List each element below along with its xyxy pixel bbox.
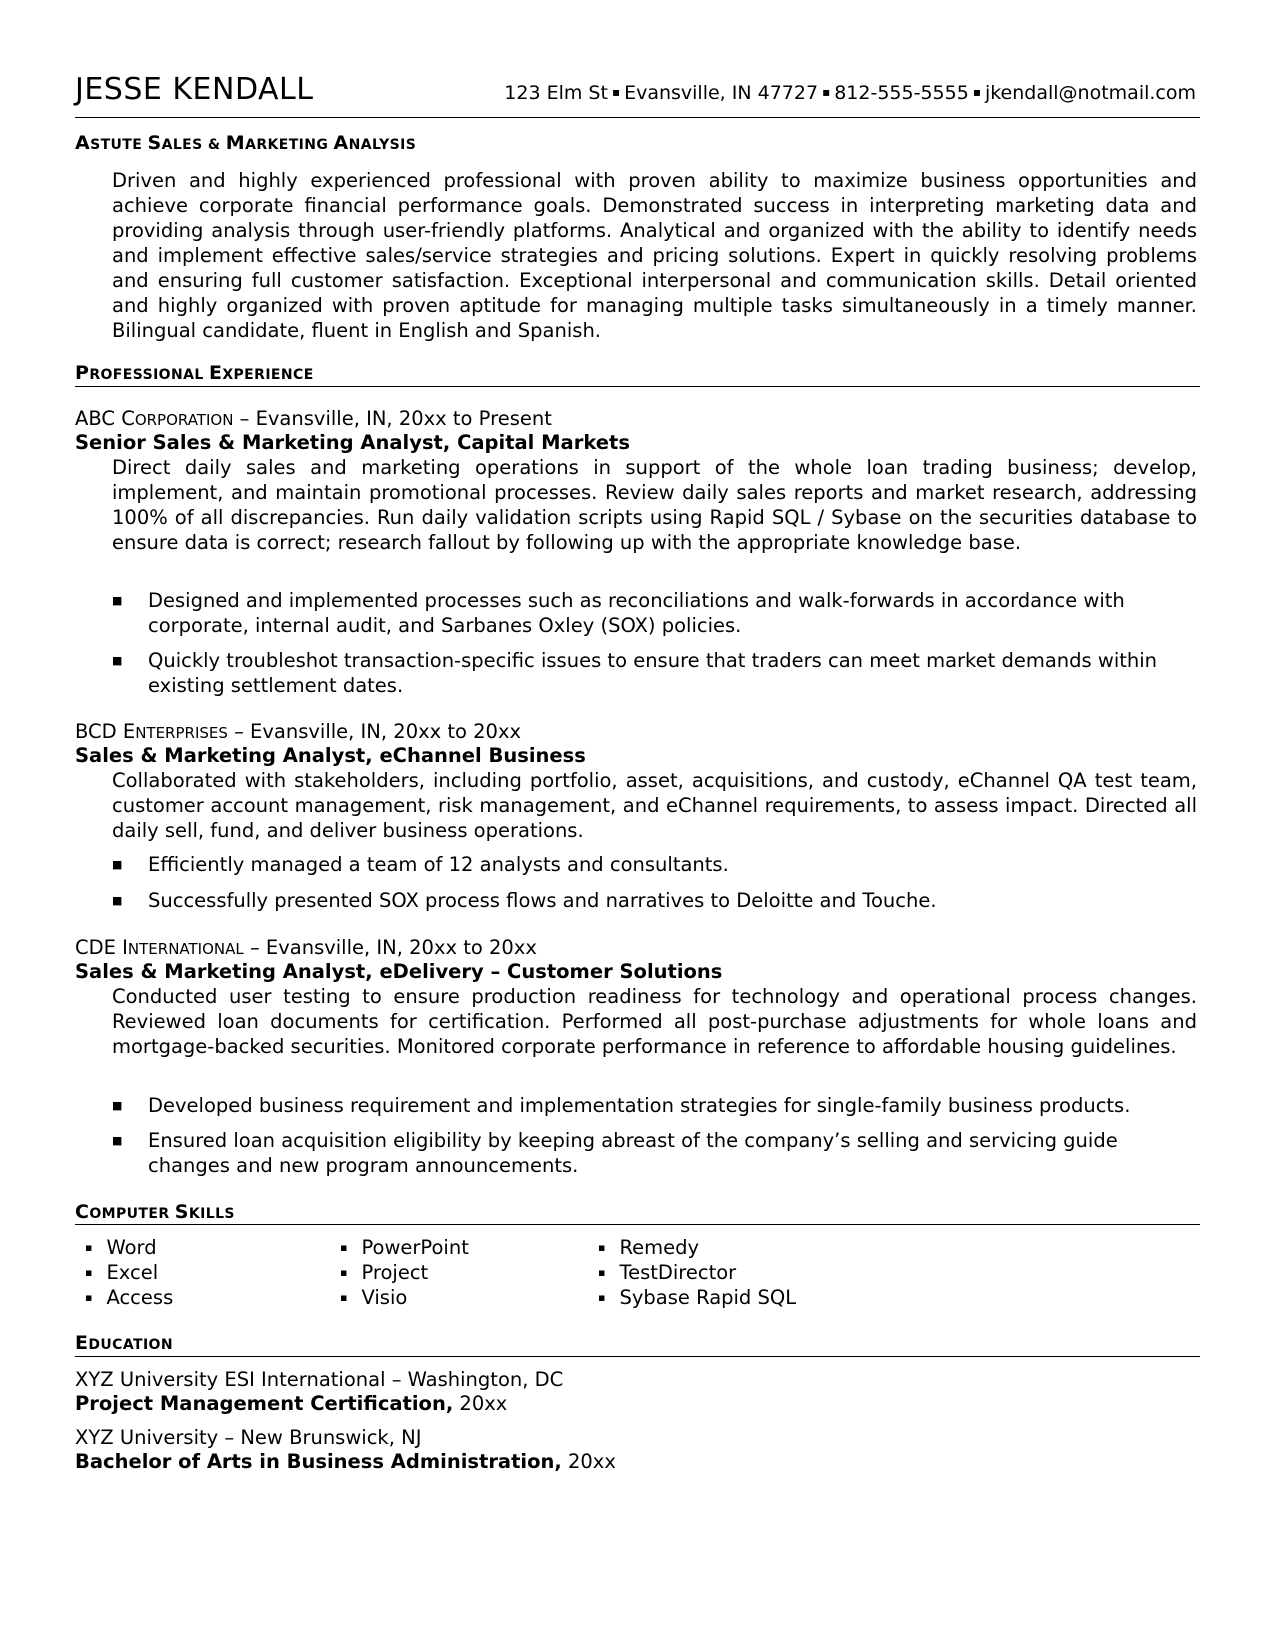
skill-item: ▪ PowerPoint bbox=[340, 1236, 469, 1259]
bullet-icon: ▪ bbox=[598, 1266, 606, 1279]
experience-title: PROFESSIONAL EXPERIENCE bbox=[75, 362, 314, 384]
skill-item: ▪ Word bbox=[85, 1236, 157, 1259]
education-school: XYZ University ESI International – Washington, DC bbox=[75, 1368, 564, 1391]
bullet-icon: ▪ bbox=[340, 1266, 348, 1279]
bullet-icon: ▪ bbox=[85, 1291, 93, 1304]
separator-icon: ▪ bbox=[611, 85, 621, 99]
bullet-icon: ■ bbox=[112, 858, 123, 871]
bullet-icon: ■ bbox=[112, 1099, 123, 1112]
job-bullet: ■ Ensured loan acquisition eligibility by keeping abreast of the company’s selling and servicing guide changes and new program announcements. bbox=[112, 1129, 1118, 1177]
job-role: Sales & Marketing Analyst, eDelivery – Customer Solutions bbox=[75, 960, 723, 983]
bullet-icon: ▪ bbox=[598, 1241, 606, 1254]
bullet-icon: ■ bbox=[112, 594, 123, 607]
job-role: Senior Sales & Marketing Analyst, Capital Markets bbox=[75, 431, 630, 454]
address: 123 Elm St bbox=[504, 82, 608, 104]
job-company-line: ABC CORPORATION – Evansville, IN, 20xx to Present bbox=[75, 407, 552, 430]
summary-text: Driven and highly experienced professional with proven ability to maximize business opportunities and achieve corporate financial performance goals. Demonstrated success in interpreting marketing data and providing analysis through user-friendly platforms. Analytical and organized with the ability to identify needs and implement effective sales/service strategies and pricing solutions. Expert in quickly resolving problems and ensuring full customer satisfaction. Exceptional interpersonal and communication skills. Detail oriented and highly organized with proven aptitude for managing multiple tasks simultaneously in a timely manner. Bilingual candidate, fluent in English and Spanish. bbox=[112, 169, 1197, 342]
separator-icon: ▪ bbox=[822, 85, 831, 99]
email: jkendall@notmail.com bbox=[984, 82, 1196, 104]
section-divider bbox=[75, 1356, 1200, 1357]
bullet-icon: ■ bbox=[112, 894, 123, 907]
summary-title: ASTUTE SALES & MARKETING ANALYSIS bbox=[75, 132, 417, 154]
job-bullet: ■ Efficiently managed a team of 12 analysts and consultants. bbox=[112, 853, 729, 876]
skill-item: ▪ Excel bbox=[85, 1261, 159, 1284]
bullet-icon: ▪ bbox=[340, 1241, 348, 1254]
job-bullet: ■ Developed business requirement and implementation strategies for single-family business products. bbox=[112, 1094, 1131, 1117]
section-divider bbox=[75, 1224, 1200, 1225]
contact-line bbox=[504, 82, 1196, 104]
job-description: Direct daily sales and marketing operations in support of the whole loan trading business; develop, implement, and maintain promotional processes. Review daily sales reports and market research, addressing 100% of all discrepancies. Run daily validation scripts using Rapid SQL / Sybase on the securities database to ensure data is correct; research fallout by following up with the appropriate knowledge base. bbox=[112, 456, 1197, 554]
job-company-line: CDE INTERNATIONAL – Evansville, IN, 20xx to 20xx bbox=[75, 936, 537, 959]
applicant-name: JESSE KENDALL bbox=[75, 72, 314, 107]
phone: 812-555-5555 bbox=[834, 82, 969, 104]
job-bullet: ■ Designed and implemented processes such as reconciliations and walk-forwards in accordance with corporate, internal audit, and Sarbanes Oxley (SOX) policies. bbox=[112, 589, 1125, 637]
section-divider bbox=[75, 386, 1200, 387]
education-title: EDUCATION bbox=[75, 1332, 173, 1354]
skills-column bbox=[85, 1235, 173, 1310]
skill-item: ▪ Project bbox=[340, 1261, 429, 1284]
bullet-icon: ▪ bbox=[598, 1291, 606, 1304]
bullet-icon: ▪ bbox=[85, 1241, 93, 1254]
skills-column bbox=[598, 1235, 796, 1310]
bullet-icon: ▪ bbox=[85, 1266, 93, 1279]
job-bullet: ■ Successfully presented SOX process flows and narratives to Deloitte and Touche. bbox=[112, 889, 937, 912]
skills-title: COMPUTER SKILLS bbox=[75, 1201, 235, 1223]
city: Evansville, IN 47727 bbox=[624, 82, 819, 104]
education-degree: Bachelor of Arts in Business Administration, 20xx bbox=[75, 1450, 616, 1473]
job-company-line: BCD ENTERPRISES – Evansville, IN, 20xx to 20xx bbox=[75, 720, 522, 743]
skill-item: ▪ Access bbox=[85, 1286, 174, 1309]
skill-item: ▪ TestDirector bbox=[598, 1261, 737, 1284]
job-role: Sales & Marketing Analyst, eChannel Business bbox=[75, 744, 586, 767]
bullet-icon: ■ bbox=[112, 1134, 123, 1147]
bullet-icon: ▪ bbox=[340, 1291, 348, 1304]
skill-item: ▪ Remedy bbox=[598, 1236, 700, 1259]
separator-icon: ▪ bbox=[972, 85, 981, 99]
resume-header bbox=[75, 72, 1200, 118]
education-school: XYZ University – New Brunswick, NJ bbox=[75, 1426, 422, 1449]
job-description: Collaborated with stakeholders, including portfolio, asset, acquisitions, and custody, eChannel QA test team, customer account management, risk management, and eChannel requirements, to assess impact. Directed all daily sell, fund, and deliver business operations. bbox=[112, 769, 1197, 842]
job-bullet: ■ Quickly troubleshot transaction-specific issues to ensure that traders can meet market demands within existing settlement dates. bbox=[112, 649, 1158, 697]
job-description: Conducted user testing to ensure production readiness for technology and operational process changes. Reviewed loan documents for certification. Performed all post-purchase adjustments for whole loans and mortgage-backed securities. Monitored corporate performance in reference to affordable housing guidelines. bbox=[112, 985, 1197, 1058]
skill-item: ▪ Visio bbox=[340, 1286, 408, 1309]
skills-column bbox=[340, 1235, 469, 1310]
education-degree: Project Management Certification, 20xx bbox=[75, 1392, 508, 1415]
bullet-icon: ■ bbox=[112, 654, 123, 667]
skill-item: ▪ Sybase Rapid SQL bbox=[598, 1286, 797, 1309]
